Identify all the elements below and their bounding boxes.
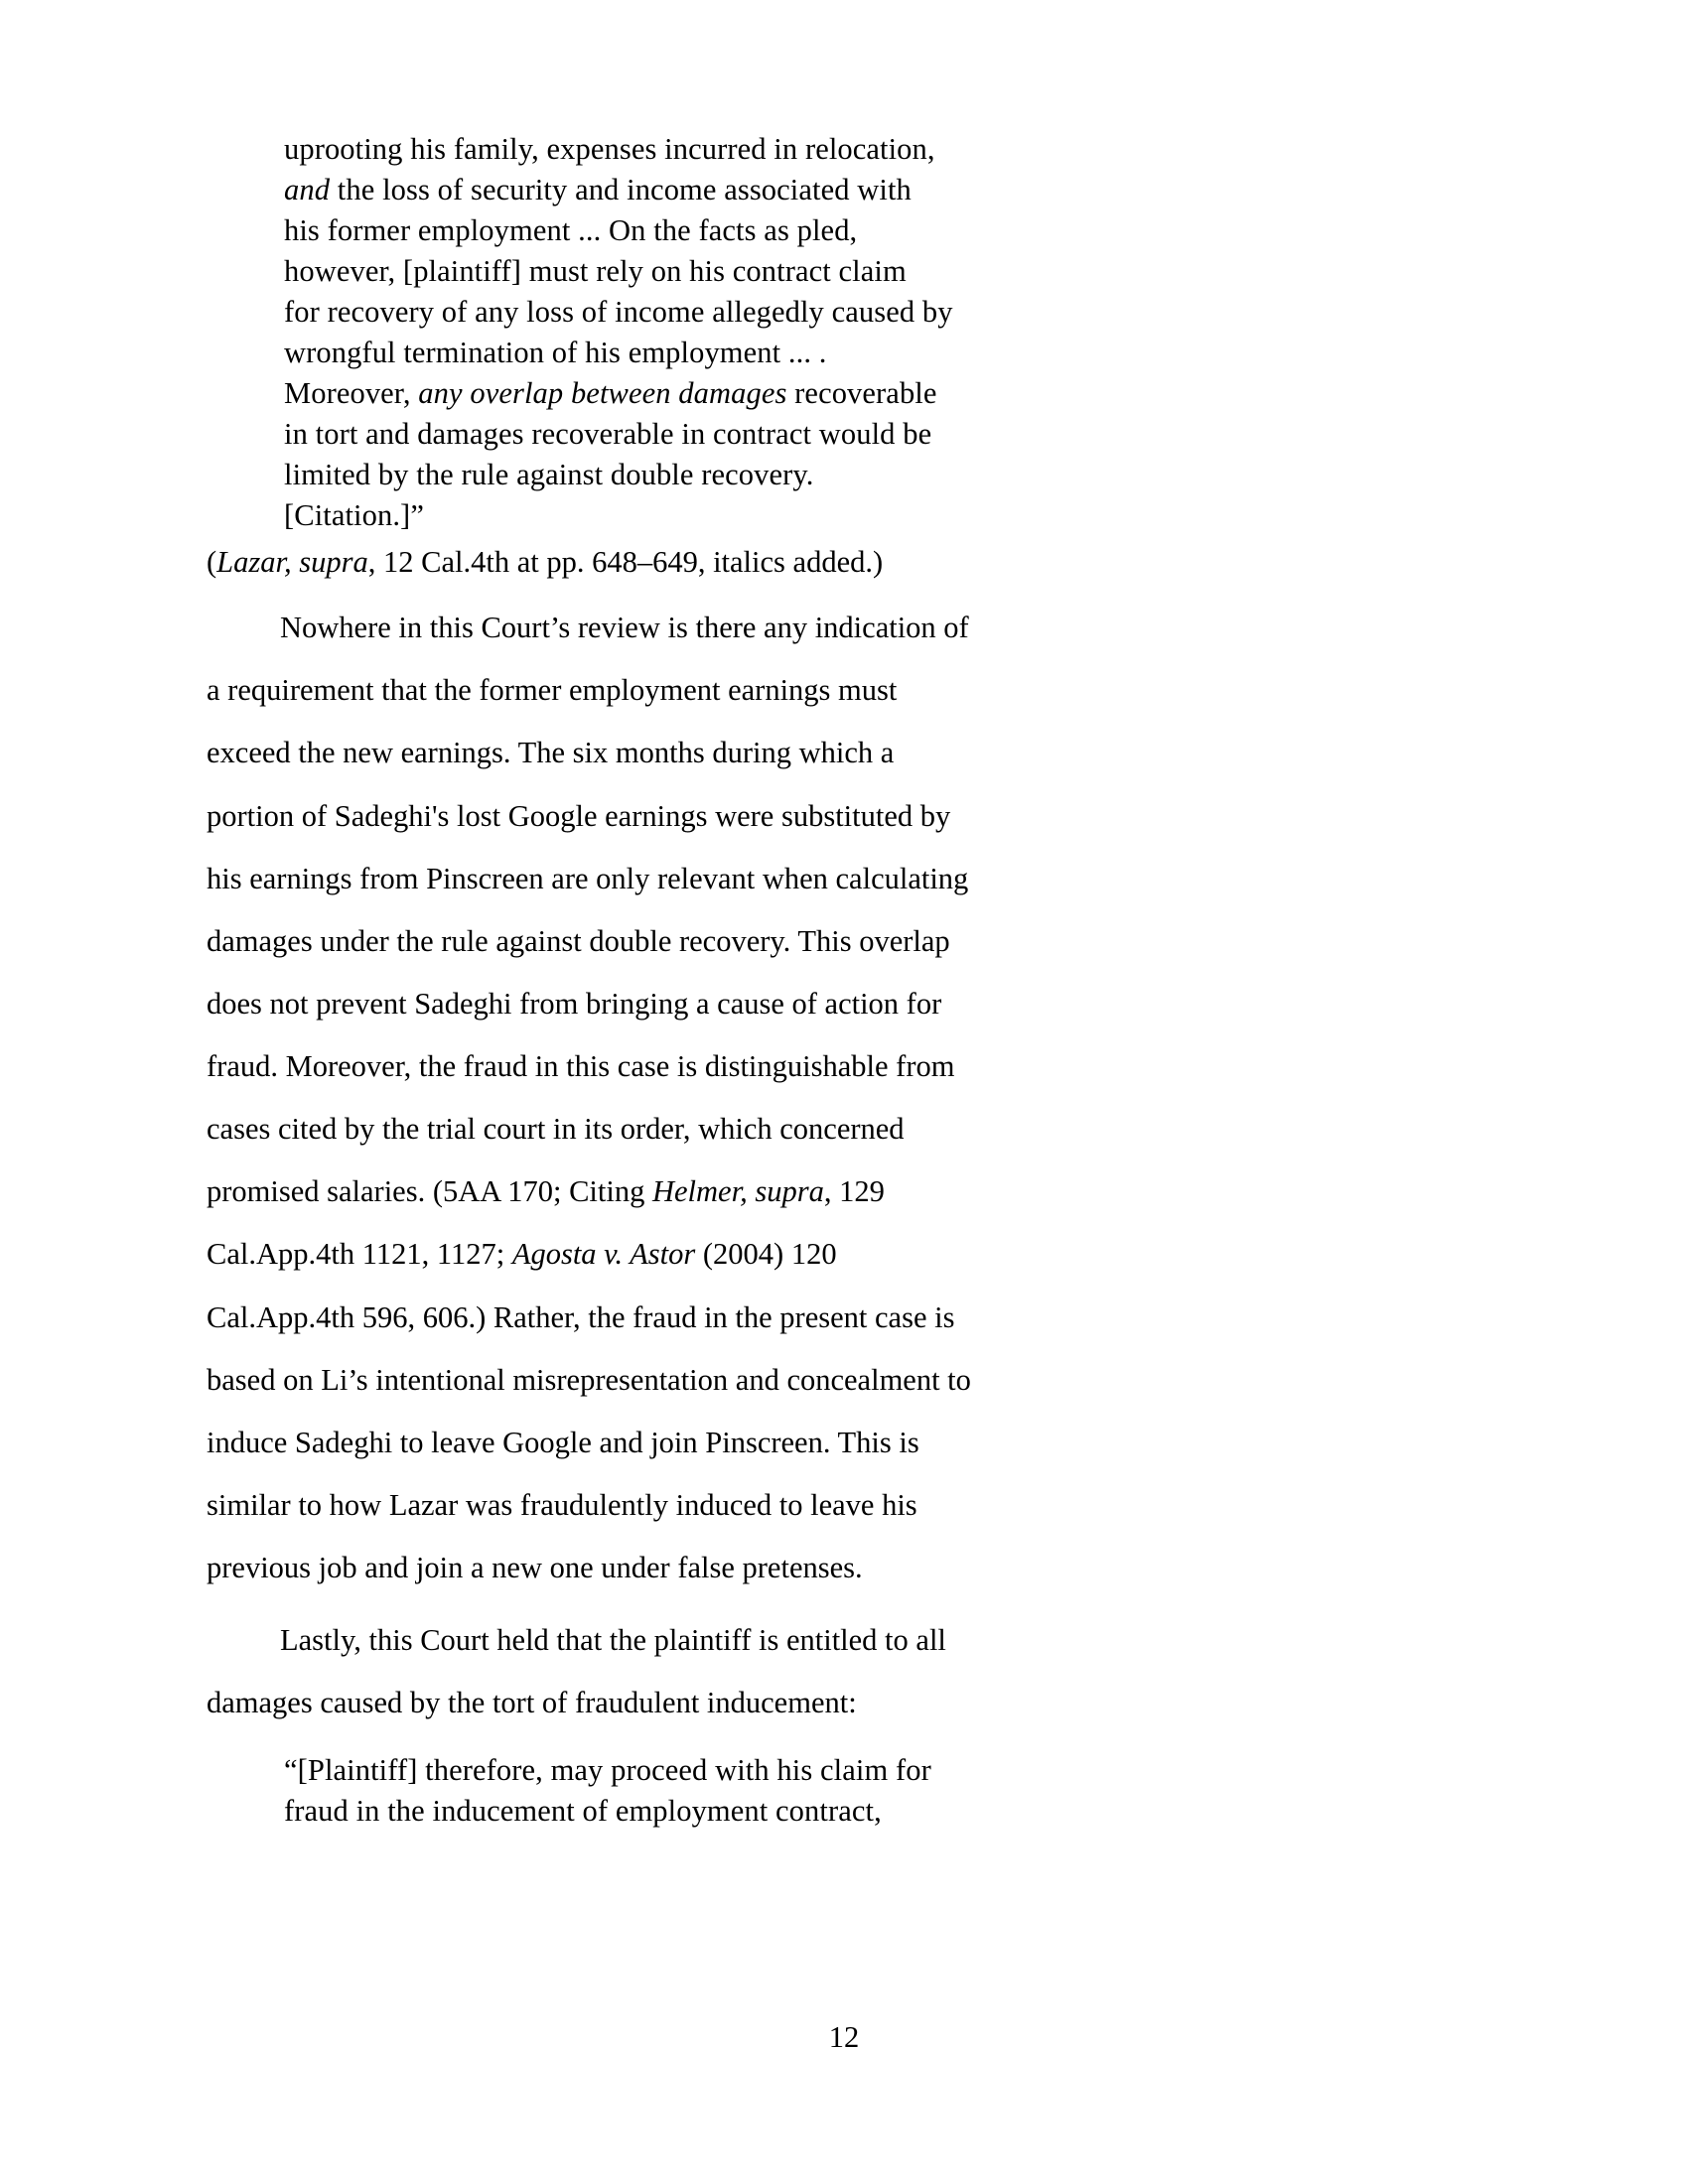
italic-text: any overlap between damages <box>418 376 787 411</box>
quote-line <box>284 129 985 170</box>
quote-line <box>284 170 985 210</box>
text-run: Nowhere in this Court’s review is there any indication of a requirement that the former employment earnings must exceed the new earnings. The six months during which a portion of Sadeghi's lost Google earnings were substituted by his earnings from Pinscreen are only relevant when calculating damages under the rule against double recovery. This overlap does not prevent Sadeghi from bringing a cause of action for fraud. Moreover, the fraud in this case is distinguishable from cases cited by the trial court in its order, which concerned promised salaries. (5AA 170; Citing <box>207 611 969 1209</box>
quote-line <box>284 251 985 292</box>
quote-line <box>284 1791 985 1832</box>
citation-lazar <box>207 542 985 583</box>
text-run: however, [plaintiff] must rely on his contract claim <box>284 254 907 289</box>
text-run: uprooting his family, expenses incurred in relocation, <box>284 132 935 166</box>
quote-line <box>284 455 985 495</box>
text-run: “[Plaintiff] therefore, may proceed with his claim for <box>284 1753 931 1788</box>
page-content <box>207 129 985 1832</box>
italic-text: Lazar, supra <box>216 545 368 580</box>
italic-text: and <box>284 173 331 207</box>
text-run: [Citation.]” <box>284 498 424 533</box>
body-paragraph-analysis <box>207 597 985 1599</box>
italic-text: Agosta v. Astor <box>511 1237 696 1272</box>
quote-line <box>284 333 985 373</box>
text-run: for recovery of any loss of income allegedly caused by <box>284 295 953 330</box>
text-run: fraud in the inducement of employment contract, <box>284 1794 882 1829</box>
text-run: recoverable <box>786 376 937 411</box>
text-run: (2004) 120 Cal.App.4th 596, 606.) Rather, the fraud in the present case is based on Li’s intentional misrepresentation and concealment to induce Sadeghi to leave Google and join Pinscreen. This is similar to how Lazar was fraudulently induced to leave his previous job and join a new one under false pretenses. <box>207 1237 971 1585</box>
text-run: ( <box>207 545 217 580</box>
block-quote-plaintiff <box>207 1750 985 1832</box>
italic-text: Helmer, supra <box>651 1174 824 1209</box>
page-number: 12 <box>828 2020 860 2054</box>
text-run: in tort and damages recoverable in contract would be <box>284 417 932 452</box>
quote-line <box>284 414 985 455</box>
text-run: his former employment ... On the facts as pled, <box>284 213 858 248</box>
text-run: , 12 Cal.4th at pp. 648–649, italics added.) <box>367 545 884 580</box>
quote-line <box>284 1750 985 1791</box>
block-quote-lazar <box>207 129 985 536</box>
body-paragraph-lastly <box>207 1609 985 1734</box>
quote-line <box>284 292 985 333</box>
text-run: Lastly, this Court held that the plaintiff is entitled to all damages caused by the tort of fraudulent inducement: <box>207 1623 946 1720</box>
text-run: wrongful termination of his employment ... . <box>284 336 827 370</box>
text-run: Moreover, <box>284 376 419 411</box>
text-run: the loss of security and income associated with <box>330 173 912 207</box>
quote-line <box>284 373 985 414</box>
quote-line <box>284 495 985 536</box>
text-run: , 129 Cal.App.4th 1121, 1127; <box>207 1174 885 1272</box>
quote-line <box>284 210 985 251</box>
text-run: limited by the rule against double recovery. <box>284 458 814 492</box>
